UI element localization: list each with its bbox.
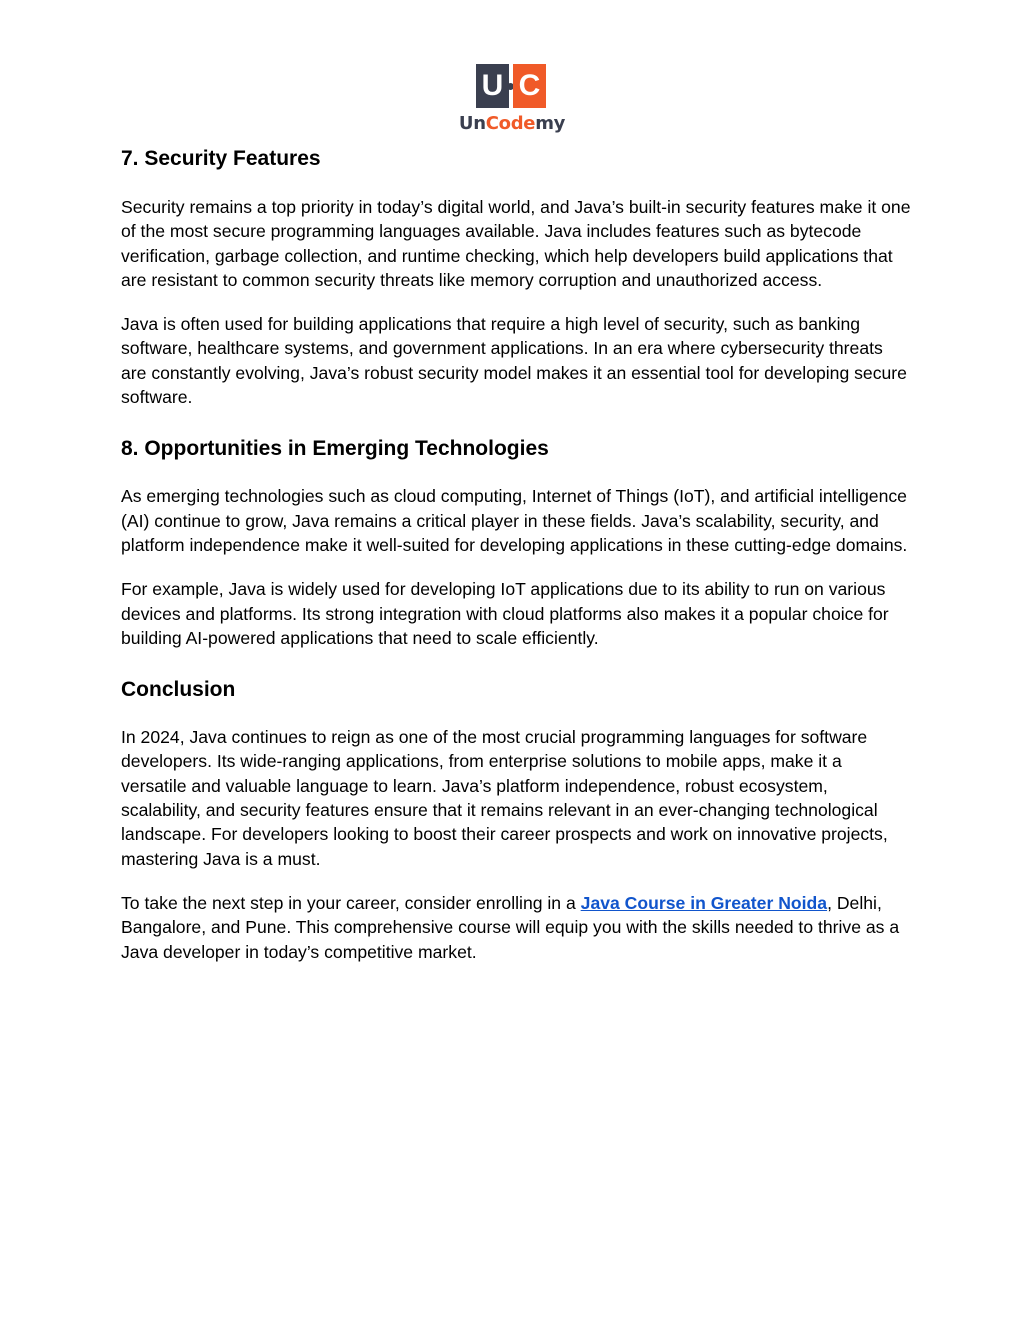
wordmark-part-code: Code [485, 113, 536, 134]
logo-letter-u: U [476, 64, 509, 108]
paragraph-conclusion-2 [121, 891, 911, 964]
cta-text-after-link: , Delhi, Bangalore, and Pune. This comprehensive course will equip you with the skills needed to thrive as a Java developer in today’s competitive market. [121, 892, 900, 962]
section-heading-emerging-tech: 8. Opportunities in Emerging Technologies [121, 437, 549, 461]
cta-text-before-link: To take the next step in your career, consider enrolling in a [121, 892, 581, 913]
section-heading-security: 7. Security Features [121, 147, 321, 170]
java-course-link[interactable]: Java Course in Greater Noida [580, 892, 828, 913]
document-body [121, 140, 911, 964]
paragraph-security-1: Security remains a top priority in today’s digital world, and Java’s built-in security features make it one of the most secure programming languages available. Java includes features such as bytecode verification, garbage collection, and runtime checking, which help developers build applications that are resistant to common security threats like memory corruption and unauthorized access. [121, 197, 911, 290]
paragraph-security-2: Java is often used for building applications that require a high level of security, such as banking software, healthcare systems, and government applications. In an era where cybersecurity threats are constantly evolving, Java’s robust security model makes it an essential tool for developing secure software. [121, 314, 907, 408]
paragraph-emerging-1: As emerging technologies such as cloud computing, Internet of Things (IoT), and artificial intelligence (AI) continue to grow, Java remains a critical player in these fields. Java’s scalability, security, and platform independence make it well-suited for developing applications in these cutting-edge domains. [121, 486, 908, 555]
logo-letter-c: C [513, 64, 546, 108]
logo-wordmark [455, 112, 569, 136]
paragraph-conclusion-1: In 2024, Java continues to reign as one of the most crucial programming languages for software developers. Its wide-ranging applications, from enterprise solutions to mobile apps, make it a versatile and valuable language to learn. Java’s platform independence, robust ecosystem, scalability, and security features ensure that it remains relevant in an ever-changing technological landscape. For developers looking to boost their career prospects and work on innovative projects, mastering Java is a must. [121, 727, 888, 869]
wordmark-part-un: Un [458, 113, 486, 134]
uncodemy-logo [455, 60, 569, 138]
wordmark-part-my: my [535, 113, 566, 134]
section-heading-conclusion: Conclusion [121, 678, 236, 702]
paragraph-emerging-2: For example, Java is widely used for developing IoT applications due to its ability to run on various devices and platforms. Its strong integration with cloud platforms also makes it a popular choice for building AI-powered applications that need to scale efficiently. [121, 579, 889, 648]
logo-mark [476, 64, 546, 108]
